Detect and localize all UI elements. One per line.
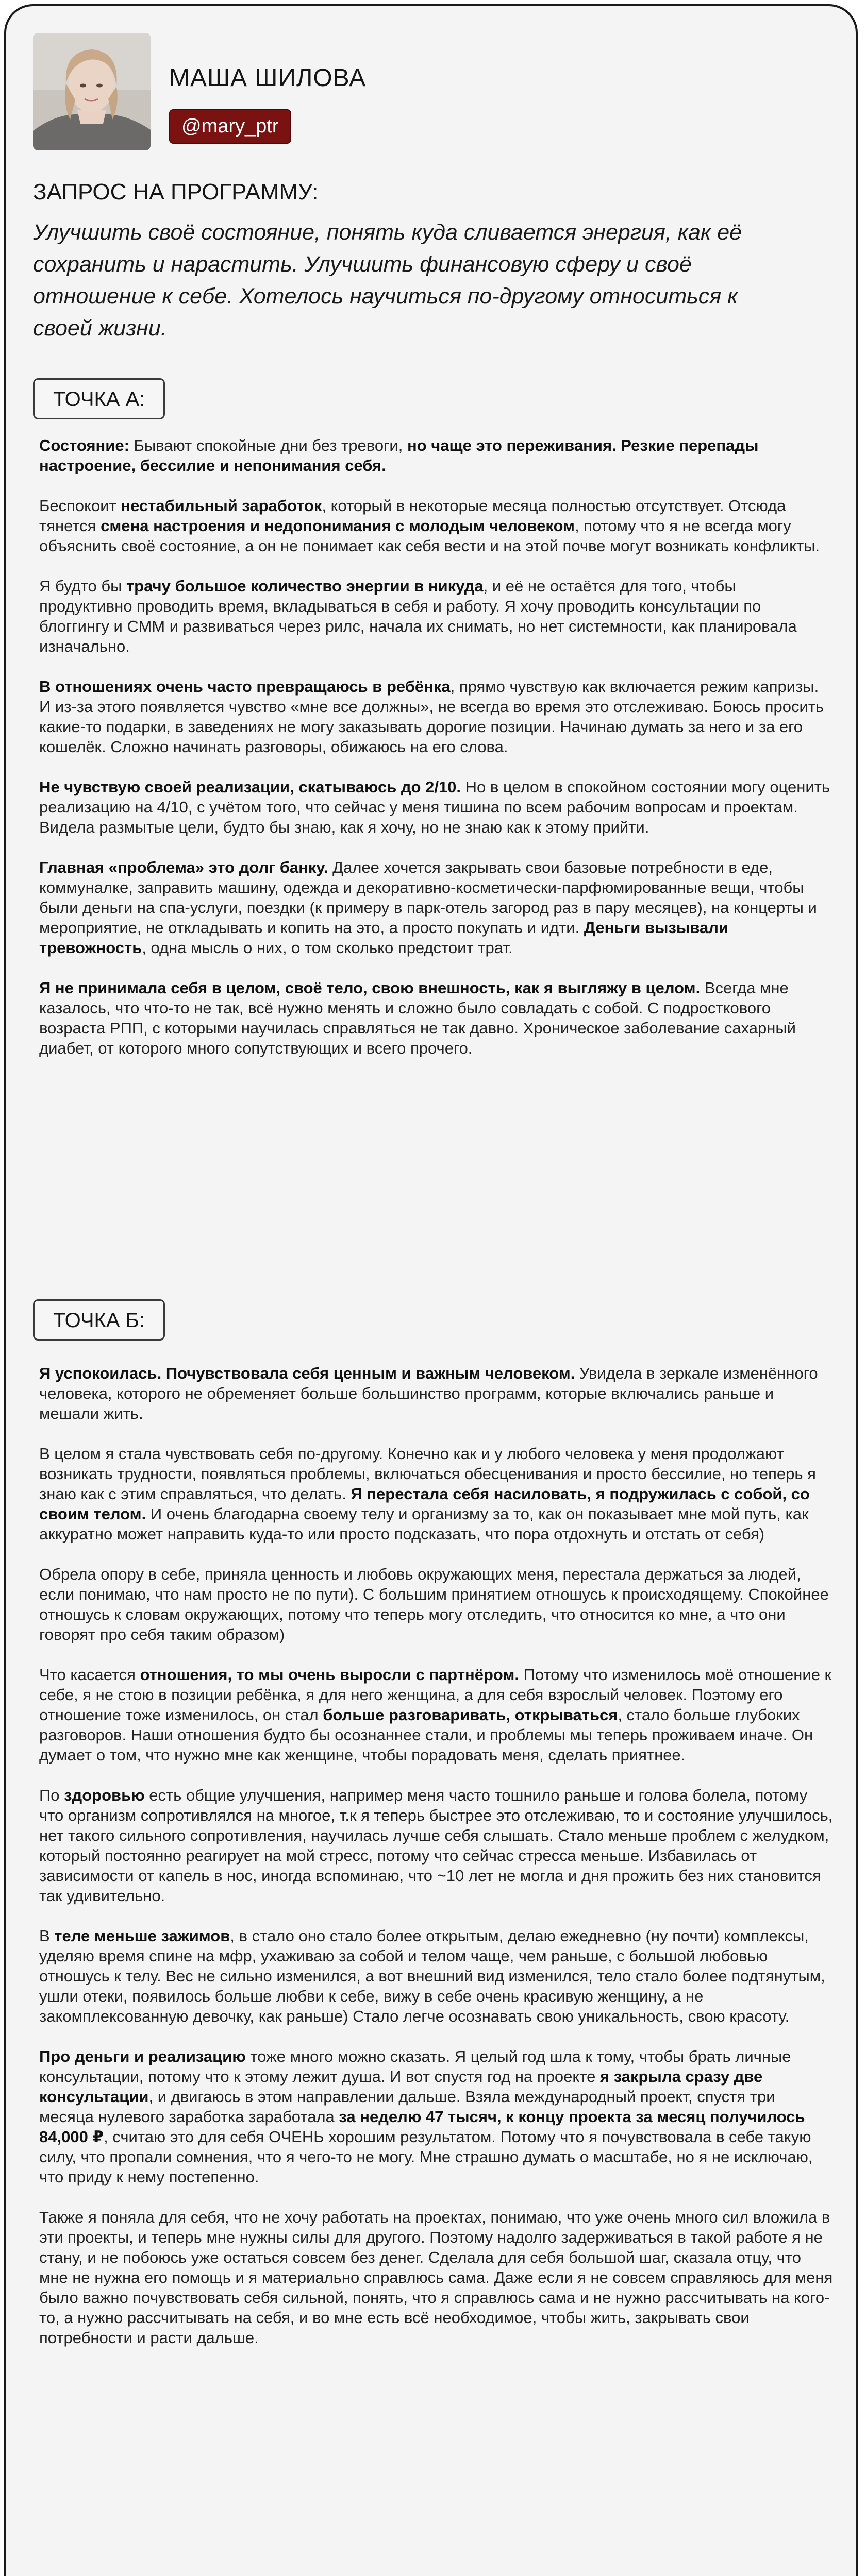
paragraph	[39, 496, 833, 556]
paragraph	[39, 1564, 833, 1645]
paragraph	[39, 1665, 833, 1765]
paragraph-text: Я будто бы	[39, 577, 126, 595]
paragraph-text: , и её не остаётся для того, чтобы продуктивно проводить время, вкладываться в себя и работу. Я хочу проводить консультации по блоггингу и СММ и развиваться через рилс, начала их снимать, но нет системности, как планировала изначально.	[39, 577, 797, 655]
paragraph-emphasis: Главная «проблема» это долг банку.	[39, 858, 328, 876]
paragraph-emphasis: смена настроения и недопонимания с молодым человеком	[101, 517, 575, 535]
paragraph-text: , потому что я не всегда могу объяснить своё состояние, а он не понимает как себя вести и на этой почве могут возникать конфликты.	[39, 517, 820, 555]
paragraph-text: Беспокоит	[39, 497, 121, 515]
paragraph-emphasis: больше разговаривать, открываться	[323, 1706, 618, 1724]
paragraph-emphasis: В отношениях очень часто превращаюсь в ребёнка	[39, 677, 451, 696]
paragraph-text: , одна мысль о них, о том сколько предстоит трат.	[142, 939, 513, 957]
avatar-portrait-icon	[33, 33, 151, 150]
paragraph	[39, 978, 833, 1058]
review-card	[4, 4, 858, 2576]
paragraph-text: Далее хочется закрывать свои базовые потребности в еде, коммуналке, заправить машину, одежда и декоративно-косметически-парфюмированные вещи, чтобы были деньги на спа-услуги, поездки (к примеру в парк-отель загород раз в пару месяцев), на концерты и мероприятие, не откладывать и копить на это, а просто покупать и идти.	[39, 858, 817, 937]
paragraph	[39, 857, 833, 958]
paragraph	[39, 1363, 833, 1423]
paragraph-text: Также я поняла для себя, что не хочу работать на проектах, понимаю, что уже очень много сил вложила в эти проекты, и теперь мне нужны силы для другого. Поэтому надолго задерживаться в такой работе я не стану, и не побоюсь уже остаться совсем без денег. Сделала для себя большой шаг, сказала отцу, что мне не нужна его помощь и я материально справлюсь сама. Даже если я не совсем справляюсь для меня было важно почувствовать себя сильной, понять, что я справлюсь сама и не нужно рассчитывать на кого-то, а нужно рассчитывать на себя, и во мне есть всё необходимое, чтобы жить, закрывать свои потребности и расти дальше.	[39, 2208, 833, 2347]
paragraph	[39, 676, 833, 757]
paragraph-text: Всегда мне казалось, что что-то не так, всё нужно менять и сложно было совладать с собой. С подросткового возраста РПП, с которыми научилась справляться не так давно. Хроническое заболевание сахарный диабет, от которого много сопутствующих и всего прочего.	[39, 979, 796, 1057]
paragraph-emphasis: трачу большое количество энергии в никуда	[126, 577, 484, 595]
paragraph-emphasis: я закрыла сразу две консультации	[39, 2067, 763, 2106]
avatar	[33, 33, 151, 150]
paragraph-emphasis: Про деньги и реализацию	[39, 2047, 246, 2065]
paragraph	[39, 576, 833, 656]
point-a-heading: ТОЧКА А:	[33, 378, 165, 419]
paragraph-text: есть общие улучшения, например меня часто тошнило раньше и голова болела, потому что организм сопротивлялся на многое, т.к я теперь быстрее это отслеживаю, то и состояние улучшилось, нет такого сильного сопротивления, научилась лучше себя слышать. Стало меньше проблем с желудком, который постоянно реагирует на мой стресс, потому что сейчас стресса меньше. Избавилась от зависимости от капель в нос, иногда вспоминаю, что ~10 лет не могла и дня прожить без них становится так удивительно.	[39, 1786, 833, 1905]
paragraph-text: В целом я стала чувствовать себя по-другому. Конечно как и у любого человека у меня продолжают возникать трудности, появляться проблемы, включаться обесценивания и просто бессилие, но теперь я знаю как с этим справляться, что делать.	[39, 1445, 816, 1503]
paragraph-text: Что касается	[39, 1666, 140, 1684]
paragraph	[39, 2046, 833, 2187]
point-a-text	[39, 435, 833, 1058]
paragraph-text: Обрела опору в себе, приняла ценность и любовь окружающих меня, перестала держаться за людей, если понимаю, что нам просто не по пути). С большим принятием отношусь к происходящему. Спокойнее отношусь к словам окружающих, потому что теперь могу отследить, что относится ко мне, а что они говорят про себя таким образом)	[39, 1565, 829, 1643]
request-label: ЗАПРОС НА ПРОГРАММУ:	[33, 179, 319, 205]
paragraph-text: По	[39, 1786, 64, 1804]
paragraph-text: тоже много можно сказать. Я целый год шла к тому, чтобы брать личные консультации, потому что к этому лежит душа. И вот спустя год на проекте	[39, 2047, 791, 2086]
paragraph-text: И очень благодарна своему телу и организму за то, как он показывает мне мой путь, как аккуратно может направить куда-то или просто подсказать, что пора отдохнуть и отстать от себя)	[39, 1505, 809, 1543]
paragraph-emphasis: здоровью	[64, 1786, 145, 1804]
paragraph-emphasis: Деньги вызывали тревожность	[39, 919, 728, 957]
paragraph-text: Увидела в зеркале изменённого человека, которого не обременяет больше большинство программ, которые включались раньше и мешали жить.	[39, 1364, 818, 1422]
paragraph-text: , прямо чувствую как включается режим капризы. И из-за этого появляется чувство «мне все должны», не всегда во время это отслеживаю. Боюсь просить какие-то подарки, в заведениях не могу заказывать дорогие позиции. Начинаю думать за него и за его кошелёк. Сложно начинать разговоры, обижаюсь на его слова.	[39, 677, 824, 756]
paragraph-emphasis: но чаще это переживания. Резкие перепады настроение, бессилие и непонимания себя.	[39, 436, 759, 474]
paragraph-emphasis: Состояние:	[39, 436, 129, 454]
profile-name: МАША ШИЛОВА	[169, 64, 367, 92]
paragraph	[39, 777, 833, 837]
paragraph	[39, 435, 833, 476]
paragraph	[39, 2207, 833, 2348]
paragraph-text: Потому что изменилось моё отношение к себе, я не стою в позиции ребёнка, я для него женщина, а для себя взрослый человек. Поэтому его отношение тоже изменилось, он стал	[39, 1666, 832, 1724]
paragraph	[39, 1926, 833, 2026]
point-b-heading: ТОЧКА Б:	[33, 1299, 165, 1341]
paragraph-emphasis: теле меньше зажимов	[54, 1927, 230, 1945]
paragraph-text: В	[39, 1927, 55, 1945]
paragraph-text: , считаю это для себя ОЧЕНЬ хорошим результатом. Потому что я почувствовала в себе такую силу, что пропали сомнения, что я чего-то не могу. Мне страшно думать о масштабе, но я не исключаю, что приду к нему постепенно.	[39, 2128, 813, 2186]
request-text: Улучшить своё состояние, понять куда сливается энергия, как её сохранить и нарастить. Улучшить финансовую сферу и своё отношение к себе. Хотелось научиться по-другому относиться к своей жизни.	[33, 220, 742, 341]
paragraph-emphasis: Я не принимала себя в целом, своё тело, свою внешность, как я выгляжу в целом.	[39, 979, 701, 997]
profile-handle-badge[interactable]: @mary_ptr	[169, 109, 291, 144]
paragraph	[39, 1785, 833, 1906]
paragraph-emphasis: Я успокоилась. Почувствовала себя ценным и важным человеком.	[39, 1364, 575, 1382]
paragraph-text: , который в некоторые месяца полностью отсутствует. Отсюда тянется	[39, 497, 786, 535]
paragraph-text: , стало больше глубоких разговоров. Наши отношения будто бы осознаннее стали, и проблемы мы теперь проживаем иначе. Он думает о том, что нужно мне как женщине, чтобы порадовать меня, сделать приятнее.	[39, 1706, 813, 1764]
paragraph	[39, 1444, 833, 1544]
paragraph-text: , и двигаюсь в этом направлении дальше. Взяла международный проект, спустя три месяца нулевого заработка заработала	[39, 2088, 775, 2126]
point-b-text	[39, 1363, 833, 2348]
paragraph-emphasis: нестабильный заработок	[121, 497, 322, 515]
paragraph-text: Бывают спокойные дни без тревоги,	[129, 436, 407, 454]
paragraph-text: , в стало оно стало более открытым, делаю ежедневно (ну почти) комплексы, уделяю время спине на мфр, ухаживаю за собой и телом чаще, чем раньше, с большой любовью отношусь к телу. Вес не сильно изменился, а вот внешний вид изменился, тело стало более подтянутым, ушли отеки, появилось больше любви к себе, вижу в себе очень красивую женщину, а не закомплексованную девочку, как раньше) Стало легче осознавать свою уникальность, свою красоту.	[39, 1927, 825, 2025]
paragraph-emphasis: Не чувствую своей реализации, скатываюсь до 2/10.	[39, 778, 461, 796]
paragraph-emphasis: Я перестала себя насиловать, я подружилась с собой, со своим телом.	[39, 1485, 810, 1523]
paragraph-text: Но в целом в спокойном состоянии могу оценить реализацию на 4/10, с учётом того, что сейчас у меня тишина по всем рабочим вопросам и проектам. Видела размытые цели, будто бы знаю, как я хочу, но не знаю как к этому прийти.	[39, 778, 830, 836]
paragraph-emphasis: за неделю 47 тысяч, к концу проекта за месяц получилось 84,000 ₽	[39, 2108, 805, 2146]
paragraph-emphasis: отношения, то мы очень выросли с партнёром.	[140, 1666, 519, 1684]
